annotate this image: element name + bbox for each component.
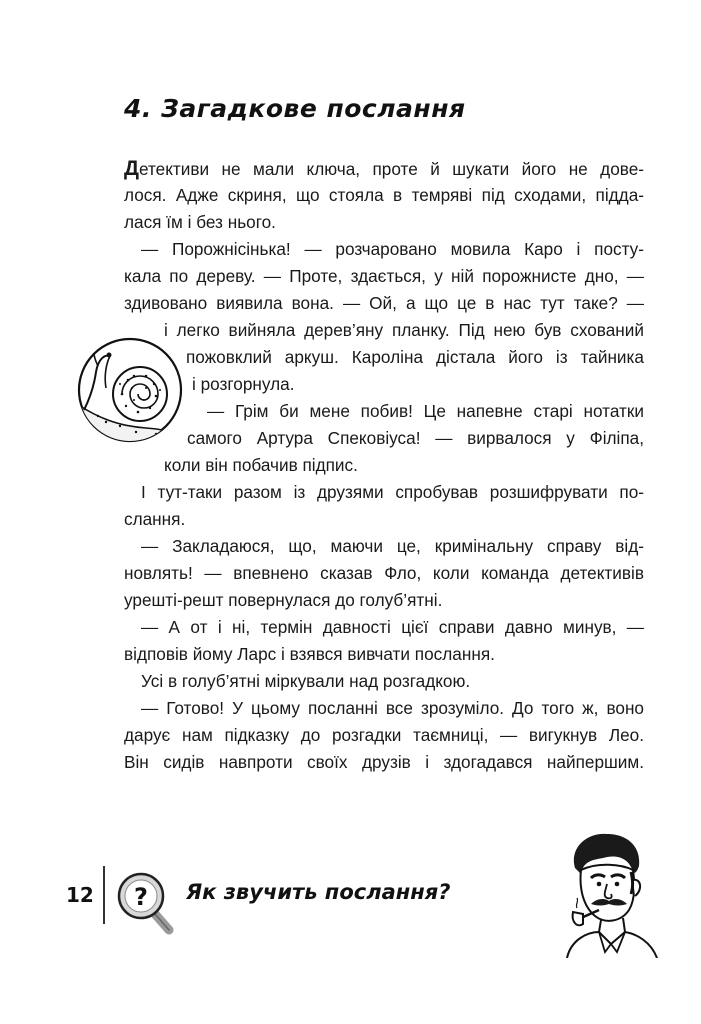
text-line: відповів йому Ларс і взявся вивчати послання.: [124, 644, 495, 664]
magnifier-question-mark: ?: [134, 883, 148, 911]
text-line: лося. Адже скриня, що стояла в темряві під сходами, підда-: [124, 185, 644, 205]
text-line: і легко вийняла дерев’яну планку. Під нею був схований: [164, 320, 644, 340]
text-line: і розгорнула.: [192, 374, 295, 394]
drop-cap: Д: [124, 157, 139, 180]
text-line: урешті-решт повернулася до голуб’ятні.: [124, 590, 443, 610]
text-line: І тут-таки разом із друзями спробував розшифрувати по-: [141, 482, 644, 502]
text-line: Усі в голуб’ятні міркували над розгадкою.: [141, 671, 471, 691]
magnifying-glass-icon: [115, 868, 177, 938]
text-line: — Грім би мене побив! Це напевне старі нотатки: [207, 401, 644, 421]
detective-with-pipe-illustration: [547, 828, 659, 958]
text-line: Він сидів навпроти своїх друзів і здогадався найпершим.: [124, 752, 644, 772]
text-line: лася їм і без нього.: [124, 212, 276, 232]
text-line: новлять! — впевнено сказав Фло, коли команда детективів: [124, 563, 644, 583]
footer-divider: [103, 866, 105, 924]
text-line: — Закладаюся, що, маючи це, кримінальну справу від-: [141, 536, 644, 556]
task-title: Як звучить послання?: [186, 880, 451, 904]
text-line: самого Артура Спековіуса! — вирвалося у Філіпа,: [187, 428, 644, 448]
text-line: коли він побачив підпис.: [164, 455, 358, 475]
text-line-content: етективи не мали ключа, проте й шукати його не дове-: [138, 159, 644, 179]
snail-illustration: [76, 336, 184, 444]
text-line: — Готово! У цьому посланні все зрозуміло. До того ж, воно: [141, 698, 644, 718]
chapter-title: 4. Загадкове послання: [124, 94, 466, 123]
page-number: 12: [66, 883, 94, 907]
text-line: здивовано виявила вона. — Ой, а що це в нас тут таке? —: [124, 293, 644, 313]
text-line: пожовклий аркуш. Кароліна дістала його із тайника: [186, 347, 644, 367]
text-line: кала по дереву. — Проте, здається, у ній порожнисте дно, —: [124, 266, 644, 286]
text-line: [124, 155, 644, 183]
text-line: — Порожнісінька! — розчаровано мовила Каро і посту-: [141, 239, 644, 259]
text-line: слання.: [124, 509, 186, 529]
text-line: дарує нам підказку до розгадки таємниці, — вигукнув Лео.: [124, 725, 644, 745]
text-line: — А от і ні, термін давності цієї справи давно минув, —: [141, 617, 644, 637]
